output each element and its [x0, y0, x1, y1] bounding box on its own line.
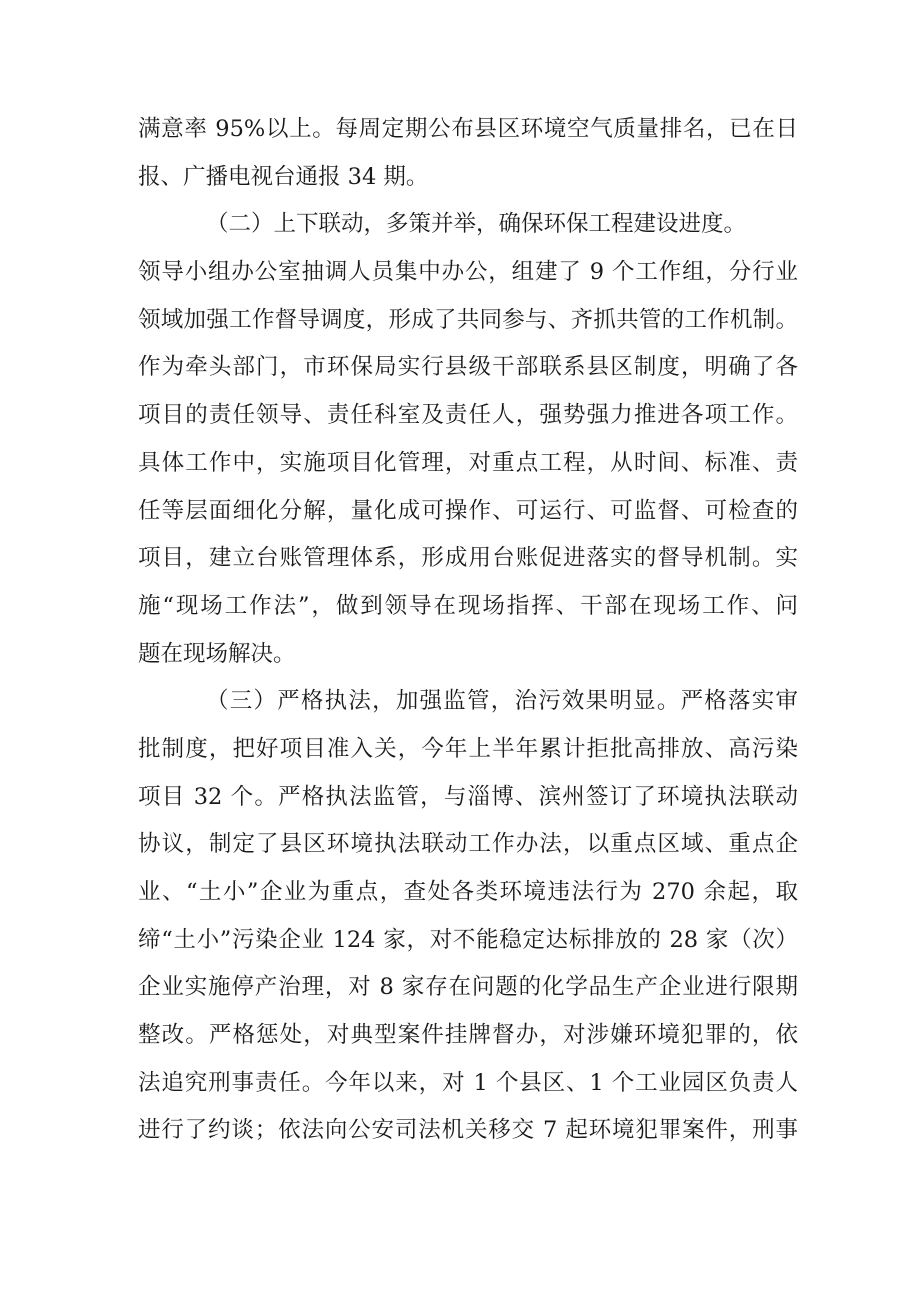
text-line: 协议，制定了县区环境执法联动工作办法，以重点区域、重点企: [138, 831, 798, 858]
text-line: 报、广播电视台通报 34 期。: [138, 163, 429, 190]
text-line: 项目，建立台账管理体系，形成用台账促进落实的督导机制。实: [138, 545, 798, 572]
text-line: 施“现场工作法”，做到领导在现场指挥、干部在现场工作、问: [138, 592, 798, 619]
text-line: 满意率 95%以上。每周定期公布县区环境空气质量排名，已在日: [138, 116, 798, 142]
text-line: 题在现场解决。: [138, 640, 296, 667]
text-line: （二）上下联动，多策并举，确保环保工程建设进度。: [206, 211, 747, 238]
text-line: 具体工作中，实施项目化管理，对重点工程，从时间、标准、责: [138, 449, 798, 476]
text-line: 法追究刑事责任。今年以来，对 1 个县区、1 个工业园区负责人: [138, 1069, 798, 1096]
text-line: 缔“土小”污染企业 124 家，对不能稳定达标排放的 28 家（次）: [138, 926, 798, 953]
text-line: 整改。严格惩处，对典型案件挂牌督办，对涉嫌环境犯罪的，依: [138, 1022, 798, 1049]
text-line: 进行了约谈；依法向公安司法机关移交 7 起环境犯罪案件，刑事: [138, 1117, 798, 1144]
text-line: 领导小组办公室抽调人员集中办公，组建了 9 个工作组，分行业: [138, 259, 798, 286]
text-line: 业、“土小”企业为重点，查处各类环境违法行为 270 余起，取: [138, 879, 798, 905]
text-line: 项目的责任领导、责任科室及责任人，强势强力推进各项工作。: [138, 402, 798, 429]
text-line: 企业实施停产治理，对 8 家存在问题的化学品生产企业进行限期: [138, 974, 798, 1001]
text-line: 项目 32 个。严格执法监管，与淄博、滨州签订了环境执法联动: [138, 783, 798, 810]
document-body: [138, 106, 798, 1155]
text-line: 领域加强工作督导调度，形成了共同参与、齐抓共管的工作机制。: [138, 306, 798, 333]
text-line: 作为牵头部门，市环保局实行县级干部联系县区制度，明确了各: [138, 354, 798, 381]
text-line: 批制度，把好项目准入关，今年上半年累计拒批高排放、高污染: [138, 735, 798, 762]
text-line: 任等层面细化分解，量化成可操作、可运行、可监督、可检查的: [138, 497, 798, 524]
text-line: （三）严格执法，加强监管，治污效果明显。严格落实审: [206, 688, 798, 715]
